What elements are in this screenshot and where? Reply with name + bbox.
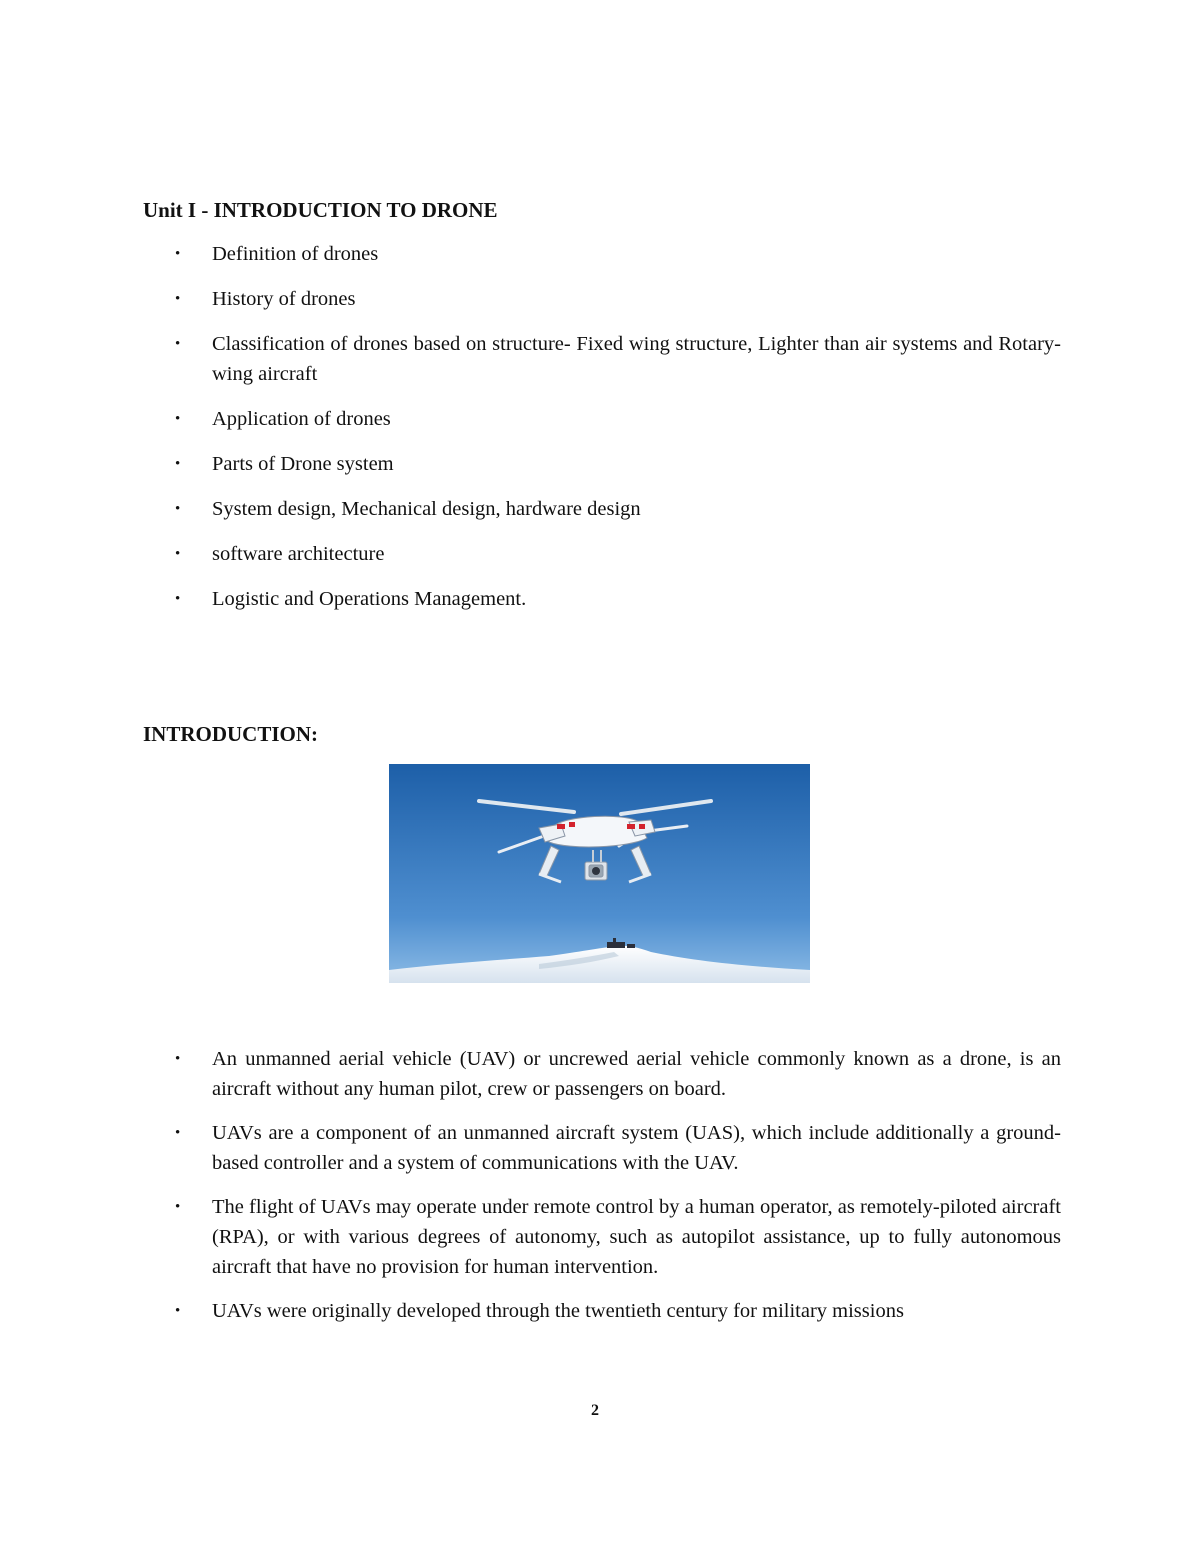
bullet-icon: • xyxy=(175,591,181,607)
drone-illustration xyxy=(389,764,810,983)
bullet-icon: • xyxy=(175,336,181,352)
bullet-icon: • xyxy=(175,1199,181,1215)
list-item xyxy=(175,584,1061,614)
introduction-heading: INTRODUCTION: xyxy=(143,722,319,746)
bullet-icon: • xyxy=(175,1125,181,1141)
list-item xyxy=(175,449,1061,479)
list-item xyxy=(175,404,1061,434)
unit-heading: Unit I - INTRODUCTION TO DRONE xyxy=(143,198,498,222)
bullet-icon: • xyxy=(175,501,181,517)
list-item-text: System design, Mechanical design, hardware design xyxy=(212,498,641,520)
bullet-icon: • xyxy=(175,1051,181,1067)
bullet-icon: • xyxy=(175,1303,181,1319)
list-item xyxy=(175,1118,1061,1178)
bullet-icon: • xyxy=(175,456,181,472)
introduction-point-list xyxy=(175,1044,1061,1340)
list-item xyxy=(175,284,1061,314)
bullet-icon: • xyxy=(175,291,181,307)
list-item-text: Parts of Drone system xyxy=(212,453,394,475)
list-item xyxy=(175,1296,1061,1326)
list-item-text: The flight of UAVs may operate under remote control by a human operator, as remotely-piloted aircraft (RPA), or with various degrees of autonomy, such as autopilot assistance, up to fully autonomous aircraft that have no provision for human intervention. xyxy=(212,1196,1061,1278)
list-item-text: UAVs are a component of an unmanned aircraft system (UAS), which include additionally a ground-based controller and a system of communications with the UAV. xyxy=(212,1122,1061,1174)
drone-photo xyxy=(389,764,810,983)
list-item xyxy=(175,1192,1061,1282)
page-number: 2 xyxy=(591,1402,599,1419)
list-item xyxy=(175,329,1061,389)
unit-topic-list xyxy=(175,239,1061,629)
list-item-text: Classification of drones based on structure- Fixed wing structure, Lighter than air systems and Rotary-wing aircraft xyxy=(212,333,1061,385)
list-item-text: software architecture xyxy=(212,543,385,565)
list-item-text: UAVs were originally developed through the twentieth century for military missions xyxy=(212,1300,904,1322)
list-item xyxy=(175,539,1061,569)
list-item xyxy=(175,494,1061,524)
bullet-icon: • xyxy=(175,246,181,262)
list-item-text: An unmanned aerial vehicle (UAV) or uncrewed aerial vehicle commonly known as a drone, is an aircraft without any human pilot, crew or passengers on board. xyxy=(212,1048,1061,1100)
list-item-text: Definition of drones xyxy=(212,243,379,265)
list-item xyxy=(175,1044,1061,1104)
bullet-icon: • xyxy=(175,546,181,562)
list-item xyxy=(175,239,1061,269)
bullet-icon: • xyxy=(175,411,181,427)
list-item-text: History of drones xyxy=(212,288,356,310)
list-item-text: Logistic and Operations Management. xyxy=(212,588,527,610)
list-item-text: Application of drones xyxy=(212,408,391,430)
